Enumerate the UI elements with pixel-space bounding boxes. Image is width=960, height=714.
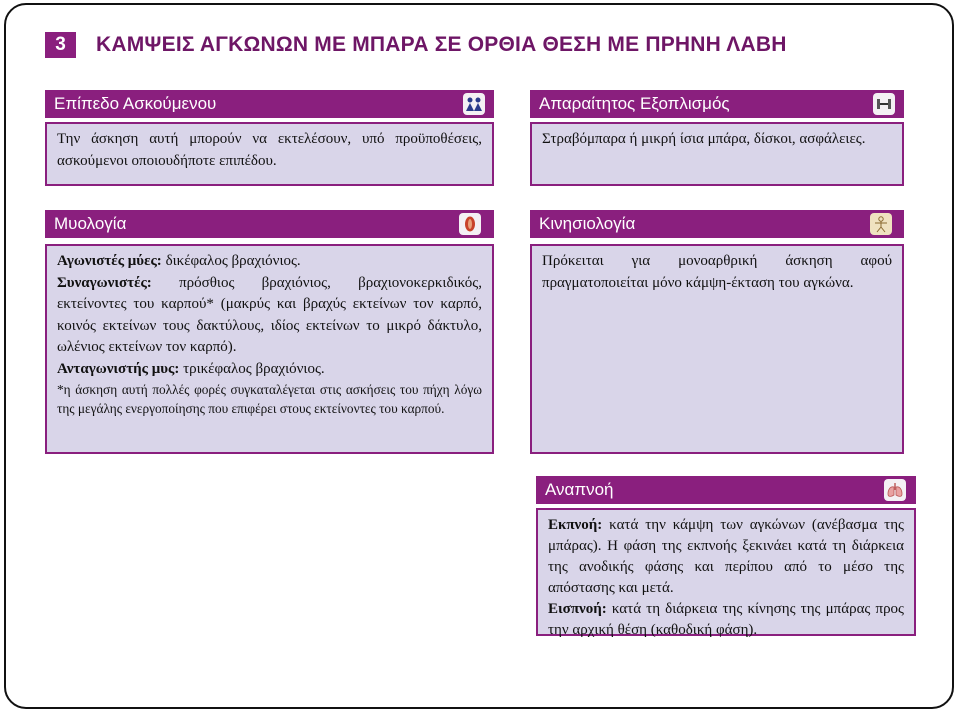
myology-panel-body [45, 244, 494, 454]
synergists-label: Συναγωνιστές: [57, 274, 152, 291]
breathing-panel [536, 476, 916, 636]
level-panel-header [45, 90, 494, 118]
level-text: Την άσκηση αυτή μπορούν να εκτελέσουν, υπό προϋποθέσεις, ασκούμενοι οποιουδήποτε επιπέδου. [57, 131, 482, 169]
page-title: ΚΑΜΨΕΙΣ ΑΓΚΩΝΩΝ ΜΕ ΜΠΑΡΑ ΣΕ ΟΡΘΙΑ ΘΕΣΗ ΜΕ ΠΡΗΝΗ ΛΑΒΗ [96, 33, 787, 56]
level-panel [45, 90, 494, 186]
synergists-line [57, 273, 482, 359]
myology-panel-title: Μυολογία [54, 214, 127, 233]
breathing-panel-title: Αναπνοή [545, 480, 614, 499]
antagonist-text: τρικέφαλος βραχιόνιος. [179, 360, 325, 377]
myology-panel [45, 210, 494, 454]
equipment-panel-title: Απαραίτητος Εξοπλισμός [539, 94, 730, 113]
equipment-panel [530, 90, 904, 186]
equipment-panel-body [530, 122, 904, 186]
inhale-label: Εισπνοή: [548, 601, 607, 617]
exhale-line [548, 515, 904, 599]
agonists-label: Αγωνιστές μύες: [57, 253, 162, 269]
synergists-text: πρόσθιος βραχιόνιος, βραχιονοκερκιδικός, εκτείνοντες του καρπού* (μακρύς και βραχύς εκτείνων τον καρπό, κοινός εκτείνων τους δακτύλους, ιδίος εκτείνων το μικρό δάκτυλο, ωλένιος εκτείνων τον καρπό). [57, 274, 482, 355]
inhale-line [548, 599, 904, 641]
lungs-icon [884, 479, 906, 501]
level-panel-body [45, 122, 494, 186]
kinesiology-panel [530, 210, 904, 454]
inhale-text: κατά τη διάρκεια της κίνησης της μπάρας προς την αρχική θέση (καθοδική φάση). [548, 601, 904, 638]
exhale-text: κατά την κάμψη των αγκώνων (ανέβασμα της μπάρας). Η φάση της εκπνοής ξεκινάει κατά τη διάρκεια της ανοδικής φάσης και περίπου από το μέσο της απόστασης και μετά. [548, 517, 904, 596]
equipment-icon [873, 93, 895, 115]
equipment-text: Στραβόμπαρα ή μικρή ίσια μπάρα, δίσκοι, ασφάλειες. [542, 131, 866, 147]
muscle-icon [459, 213, 481, 235]
breathing-panel-header [536, 476, 916, 504]
level-panel-title: Επίπεδο Ασκούμενου [54, 94, 217, 113]
kinesiology-panel-body [530, 244, 904, 454]
antagonist-label: Ανταγωνιστής μυς: [57, 360, 180, 377]
kinesiology-text: Πρόκειται για μονοαρθρική άσκηση αφού πραγματοποιείται μόνο κάμψη-έκταση του αγκώνα. [542, 253, 892, 291]
agonists-text: δικέφαλος βραχιόνιος. [161, 253, 301, 269]
antagonist-line [57, 359, 482, 381]
kinesiology-panel-header [530, 210, 904, 238]
agonists-line [57, 251, 482, 273]
exhale-label: Εκπνοή: [548, 517, 603, 533]
exercise-number-badge: 3 [45, 32, 76, 58]
breathing-panel-body [536, 508, 916, 636]
anatomy-figure-icon [870, 213, 892, 235]
myology-panel-header [45, 210, 494, 238]
equipment-panel-header [530, 90, 904, 118]
trainees-icon [463, 93, 485, 115]
kinesiology-panel-title: Κινησιολογία [539, 214, 636, 233]
myology-footnote: *η άσκηση αυτή πολλές φορές συγκαταλέγεται στις ασκήσεις του πήχη λόγω της μεγάλης ενεργοποίησης που επιφέρει στους εκτείνοντες του καρπού. [57, 382, 482, 416]
